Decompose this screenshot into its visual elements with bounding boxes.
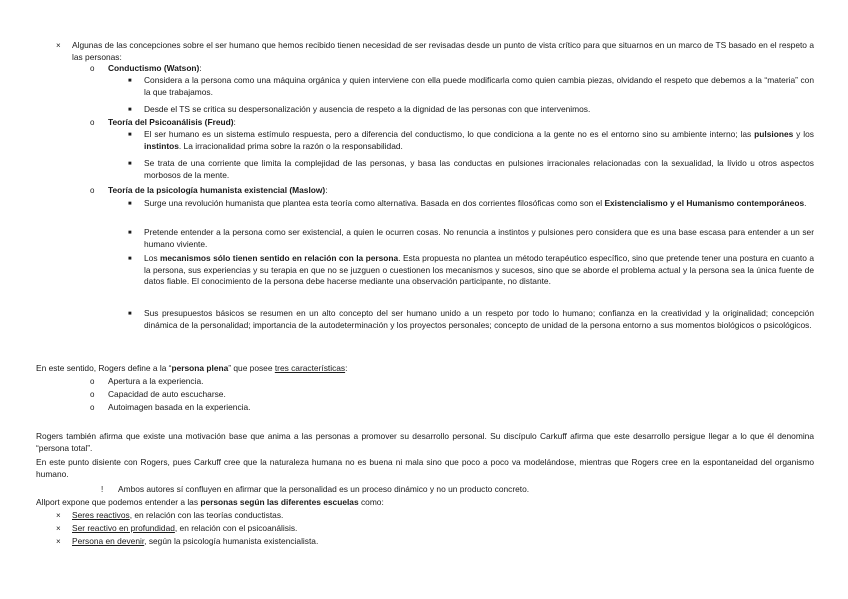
circle-bullet-icon: o [90, 64, 95, 73]
humanista-bullet-2: Pretende entender a la persona como ser existencial, a quien le ocurren cosas. No renuncia a instintos y pulsiones pero considera que es una base escasa para entender a un ser humano viviente. [144, 227, 814, 249]
square-bullet-icon: ■ [128, 78, 132, 84]
paragraph-carkuff: En este punto disiente con Rogers, pues Carkuff cree que la naturaleza humana no es buena ni mala sino que poco a poco va modelándose, mientras que Rogers cree en la espontaneidad del organismo humano. [36, 457, 814, 479]
circle-bullet-icon: o [90, 403, 95, 412]
circle-bullet-icon: o [90, 377, 95, 386]
note-text: Ambos autores sí confluyen en afirmar que la personalidad es un proceso dinámico y no un producto concreto. [118, 484, 530, 494]
circle-bullet-icon: o [90, 118, 95, 127]
cross-bullet-icon: × [56, 511, 61, 520]
rogers-item-3: Autoimagen basada en la experiencia. [108, 402, 251, 412]
square-bullet-icon: ■ [128, 107, 132, 113]
rogers-intro: En este sentido, Rogers define a la “persona plena” que posee tres características: [36, 363, 348, 373]
allport-intro: Allport expone que podemos entender a las personas según las diferentes escuelas como: [36, 497, 384, 507]
intro-paragraph: Algunas de las concepciones sobre el ser humano que hemos recibido tienen necesidad de ser revisadas desde un punto de vista crítico para que situarnos en un marco de TS basado en el respeto a las personas: [72, 40, 814, 62]
square-bullet-icon: ■ [128, 132, 132, 138]
allport-item-3: Persona en devenir, según la psicología humanista existencialista. [72, 536, 319, 546]
cross-bullet-icon: × [56, 537, 61, 546]
square-bullet-icon: ■ [128, 161, 132, 167]
rogers-item-1: Apertura a la experiencia. [108, 376, 204, 386]
exclamation-icon: ! [101, 485, 104, 494]
humanista-bullet-3: Los mecanismos sólo tienen sentido en relación con la persona. Esta propuesta no plantea un método terapéutico específico, sino que pretende tener una postura en cuanto a la persona, sus experiencias y su terapia en que no se juzguen o cuestionen los mecanismos y sucesos, sino que se aborde el problema actual y la persona sea la única fuente de datos fiable. El conocimiento de la persona debe hacerse mediante una observación participante, no distante. [144, 253, 815, 287]
psicoanalisis-heading: Teoría del Psicoanálisis (Freud): [108, 117, 236, 127]
square-bullet-icon: ■ [128, 256, 132, 262]
allport-item-1: Seres reactivos, en relación con las teorías conductistas. [72, 510, 284, 520]
psicoanalisis-bullet-2: Se trata de una corriente que limita la complejidad de las personas, y basa las conductas en pulsiones irracionales relacionadas con la sexualidad, la lívido u otros aspectos morbosos de la mente. [144, 158, 814, 180]
square-bullet-icon: ■ [128, 230, 132, 236]
humanista-bullet-1: Surge una revolución humanista que plantea esta teoría como alternativa. Basada en dos corrientes filosóficas como son el Existencialismo y el Humanismo contemporáneos. [144, 198, 807, 208]
humanista-bullet-4: Sus presupuestos básicos se resumen en un alto concepto del ser humano unido a un respeto por todo lo humano; confianza en la creatividad y la originalidad; concepción dinámica de la personalidad; importancia de la autodeterminación y los proyectos personales; concepto de unidad de la persona entorno a sus momentos biológicos o psicológicos. [144, 308, 814, 330]
conductismo-bullet-1: Considera a la persona como una máquina orgánica y quien interviene con ella puede modificarla como quien cambia piezas, olvidando el respeto que debemos a la “materia” con la que trabajamos. [144, 75, 814, 97]
allport-item-2: Ser reactivo en profundidad, en relación con el psicoanálisis. [72, 523, 298, 533]
cross-bullet-icon: × [56, 41, 61, 50]
conductismo-heading: Conductismo (Watson): [108, 63, 202, 73]
conductismo-bullet-2: Desde el TS se critica su despersonalización y ausencia de respeto a la dignidad de las personas con que intervenimos. [144, 104, 591, 114]
circle-bullet-icon: o [90, 390, 95, 399]
psicoanalisis-bullet-1: El ser humano es un sistema estímulo respuesta, pero a diferencia del conductismo, lo que condiciona a la gente no es el entorno sino su ambiente interno; las pulsiones y los instintos. La irracionalidad prima sobre la razón o la responsabilidad. [144, 129, 814, 151]
rogers-item-2: Capacidad de auto escucharse. [108, 389, 226, 399]
humanista-heading: Teoría de la psicología humanista existencial (Maslow): [108, 185, 328, 195]
square-bullet-icon: ■ [128, 311, 132, 317]
circle-bullet-icon: o [90, 186, 95, 195]
cross-bullet-icon: × [56, 524, 61, 533]
square-bullet-icon: ■ [128, 201, 132, 207]
paragraph-motivation: Rogers también afirma que existe una motivación base que anima a las personas a promover su desarrollo personal. Su discípulo Carkuff afirma que este desarrollo persigue llegar a lo que él denomina “persona total”. [36, 431, 814, 453]
